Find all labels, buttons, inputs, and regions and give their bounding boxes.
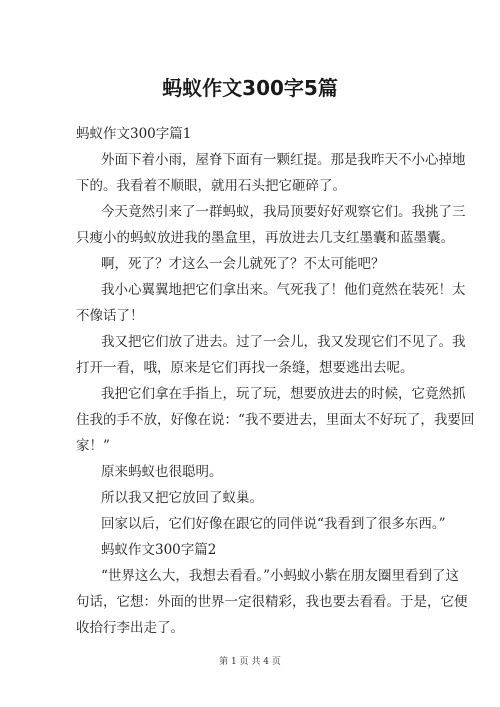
body-line: 家！” bbox=[76, 438, 110, 454]
body-line: 不像话了！ bbox=[76, 308, 144, 324]
body-line: “世界这么大，我想去看看。”小蚂蚁小紫在朋友圈里看到了这 bbox=[101, 568, 460, 584]
body-line: 啊，死了？才这么一会儿就死了？不太可能吧？ bbox=[101, 256, 385, 272]
body-line: 只瘦小的蚂蚁放进我的墨盒里，再放进去几支红墨囊和蓝墨囊。 bbox=[76, 230, 454, 246]
page-footer: 第 1 页 共 4 页 bbox=[219, 657, 281, 667]
body-line: 住我的手不放，好像在说：“我不要进去，里面太不好玩了，我要回 bbox=[76, 412, 475, 428]
body-line: 回家以后，它们好像在跟它的同伴说“我看到了很多东西。” bbox=[101, 516, 446, 532]
body-line: 我把它们拿在手指上，玩了玩，想要放进去的时候，它竟然抓 bbox=[101, 386, 466, 402]
document-title: 蚂蚁作文300字5篇 bbox=[162, 76, 338, 100]
body-line: 下的。我看着不顺眼，就用石头把它砸碎了。 bbox=[76, 178, 346, 194]
body-line: 今天竟然引来了一群蚂蚁，我局顶要好好观察它们。我挑了三 bbox=[101, 204, 466, 220]
body-line: 外面下着小雨，屋脊下面有一颗红提。那是我昨天不小心掉地 bbox=[101, 152, 466, 168]
body-line: 所以我又把它放回了蚁巢。 bbox=[101, 490, 263, 506]
body-line: 蚂蚁作文300字篇1 bbox=[76, 126, 192, 142]
body-line: 句话，它想：外面的世界一定很精彩，我也要去看看。于是，它便 bbox=[76, 594, 468, 610]
body-line: 原来蚂蚁也很聪明。 bbox=[101, 464, 223, 480]
body-line: 我又把它们放了进去。过了一会儿，我又发现它们不见了。我 bbox=[101, 334, 466, 350]
body-line: 蚂蚁作文300字篇2 bbox=[101, 542, 217, 558]
body-line: 打开一看，哦，原来是它们再找一条缝，想要逃出去呢。 bbox=[76, 360, 414, 376]
body-line: 收拾行李出走了。 bbox=[76, 620, 184, 636]
body-line: 我小心翼翼地把它们拿出来。气死我了！他们竟然在装死！太 bbox=[101, 282, 466, 298]
document-body bbox=[76, 121, 475, 641]
